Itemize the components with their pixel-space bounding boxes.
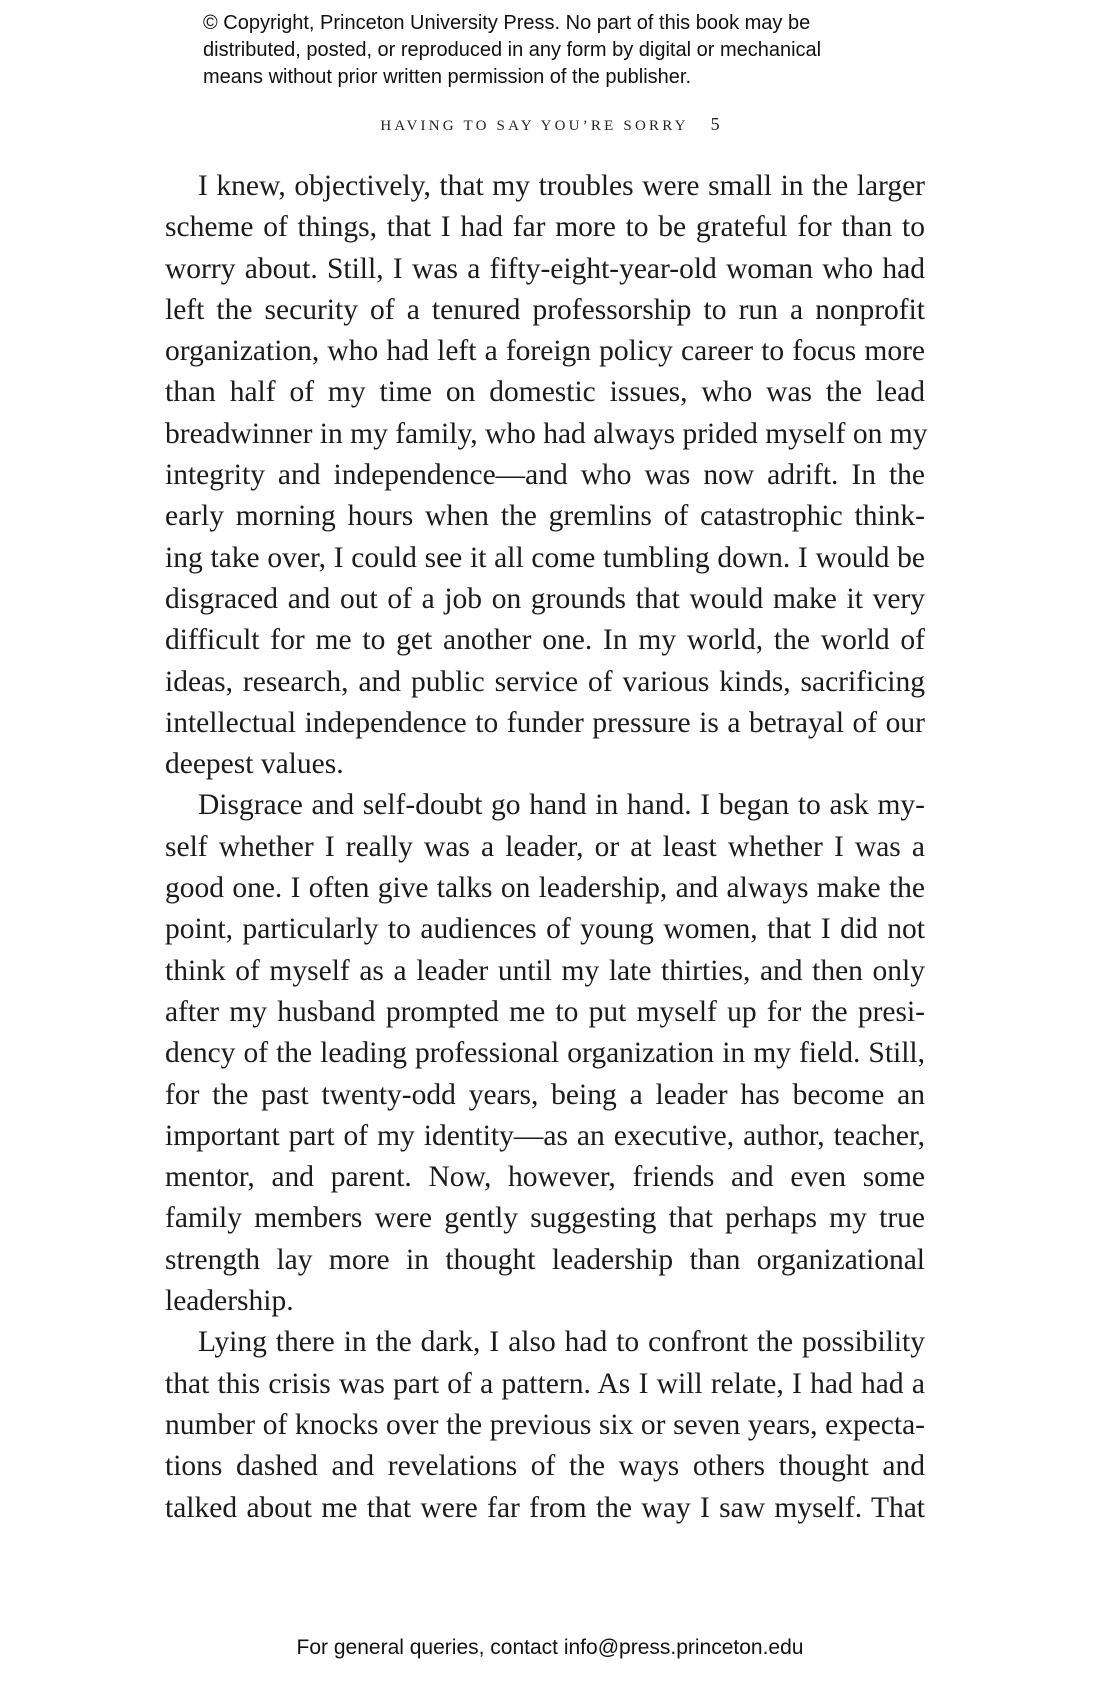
- copyright-notice: [203, 10, 923, 91]
- text-line: strength lay more in thought leadership than organizational: [165, 1243, 925, 1276]
- footer-contact: For general queries, contact info@press.princeton.edu: [296, 1636, 804, 1659]
- text-line: early morning hours when the gremlins of catastrophic think-: [165, 500, 925, 533]
- text-line: deepest values.: [165, 748, 344, 781]
- text-line: self whether I really was a leader, or at least whether I was a: [165, 830, 925, 863]
- text-line: dency of the leading professional organization in my field. Still,: [165, 1037, 925, 1070]
- text-line: breadwinner in my family, who had always prided myself on my: [165, 417, 928, 450]
- text-line: disgraced and out of a job on grounds that would make it very: [165, 582, 925, 615]
- text-line: good one. I often give talks on leadership, and always make the: [165, 872, 925, 905]
- text-line: tions dashed and revelations of the ways others thought and: [165, 1450, 925, 1483]
- text-line: integrity and independence—and who was now adrift. In the: [165, 459, 925, 492]
- text-line: number of knocks over the previous six or seven years, expecta-: [165, 1408, 925, 1441]
- text-line: Lying there in the dark, I also had to confront the possibility: [198, 1326, 925, 1359]
- text-line: ideas, research, and public service of various kinds, sacrificing: [165, 665, 925, 698]
- text-line: leadership.: [165, 1285, 294, 1318]
- copyright-line: means without prior written permission of the publisher.: [203, 66, 692, 88]
- text-line: worry about. Still, I was a fifty-eight-year-old woman who had: [165, 252, 925, 285]
- text-line: mentor, and parent. Now, however, friends and even some: [165, 1161, 925, 1194]
- running-head: [0, 114, 1100, 135]
- text-line: scheme of things, that I had far more to be grateful for than to: [165, 211, 925, 244]
- text-line: Disgrace and self-doubt go hand in hand. I began to ask my-: [198, 789, 925, 822]
- text-line: think of myself as a leader until my late thirties, and then only: [165, 954, 925, 987]
- running-head-title: HAVING TO SAY YOU’RE SORRY: [380, 118, 689, 134]
- text-line: family members were gently suggesting that perhaps my true: [165, 1202, 925, 1235]
- text-line: after my husband prompted me to put myself up for the presi-: [165, 995, 925, 1028]
- text-line: organization, who had left a foreign policy career to focus more: [165, 335, 925, 368]
- body-text: [165, 166, 928, 1529]
- text-line: talked about me that were far from the way I saw myself. That: [165, 1491, 925, 1524]
- text-line: intellectual independence to funder pressure is a betrayal of our: [165, 706, 925, 739]
- text-line: important part of my identity—as an executive, author, teacher,: [165, 1119, 925, 1152]
- copyright-line: © Copyright, Princeton University Press. No part of this book may be: [203, 12, 811, 34]
- text-line: that this crisis was part of a pattern. As I will relate, I had had a: [165, 1367, 925, 1400]
- page-number: 5: [710, 114, 720, 134]
- text-line: I knew, objectively, that my troubles were small in the larger: [198, 170, 925, 202]
- text-line: ing take over, I could see it all come tumbling down. I would be: [165, 541, 925, 574]
- text-line: point, particularly to audiences of young women, that I did not: [165, 913, 925, 946]
- text-line: difficult for me to get another one. In my world, the world of: [165, 624, 925, 657]
- text-line: for the past twenty-odd years, being a leader has become an: [165, 1078, 925, 1111]
- text-line: left the security of a tenured professorship to run a nonprofit: [165, 293, 925, 326]
- copyright-line: distributed, posted, or reproduced in any form by digital or mechanical: [203, 39, 822, 61]
- text-line: than half of my time on domestic issues, who was the lead: [165, 376, 925, 409]
